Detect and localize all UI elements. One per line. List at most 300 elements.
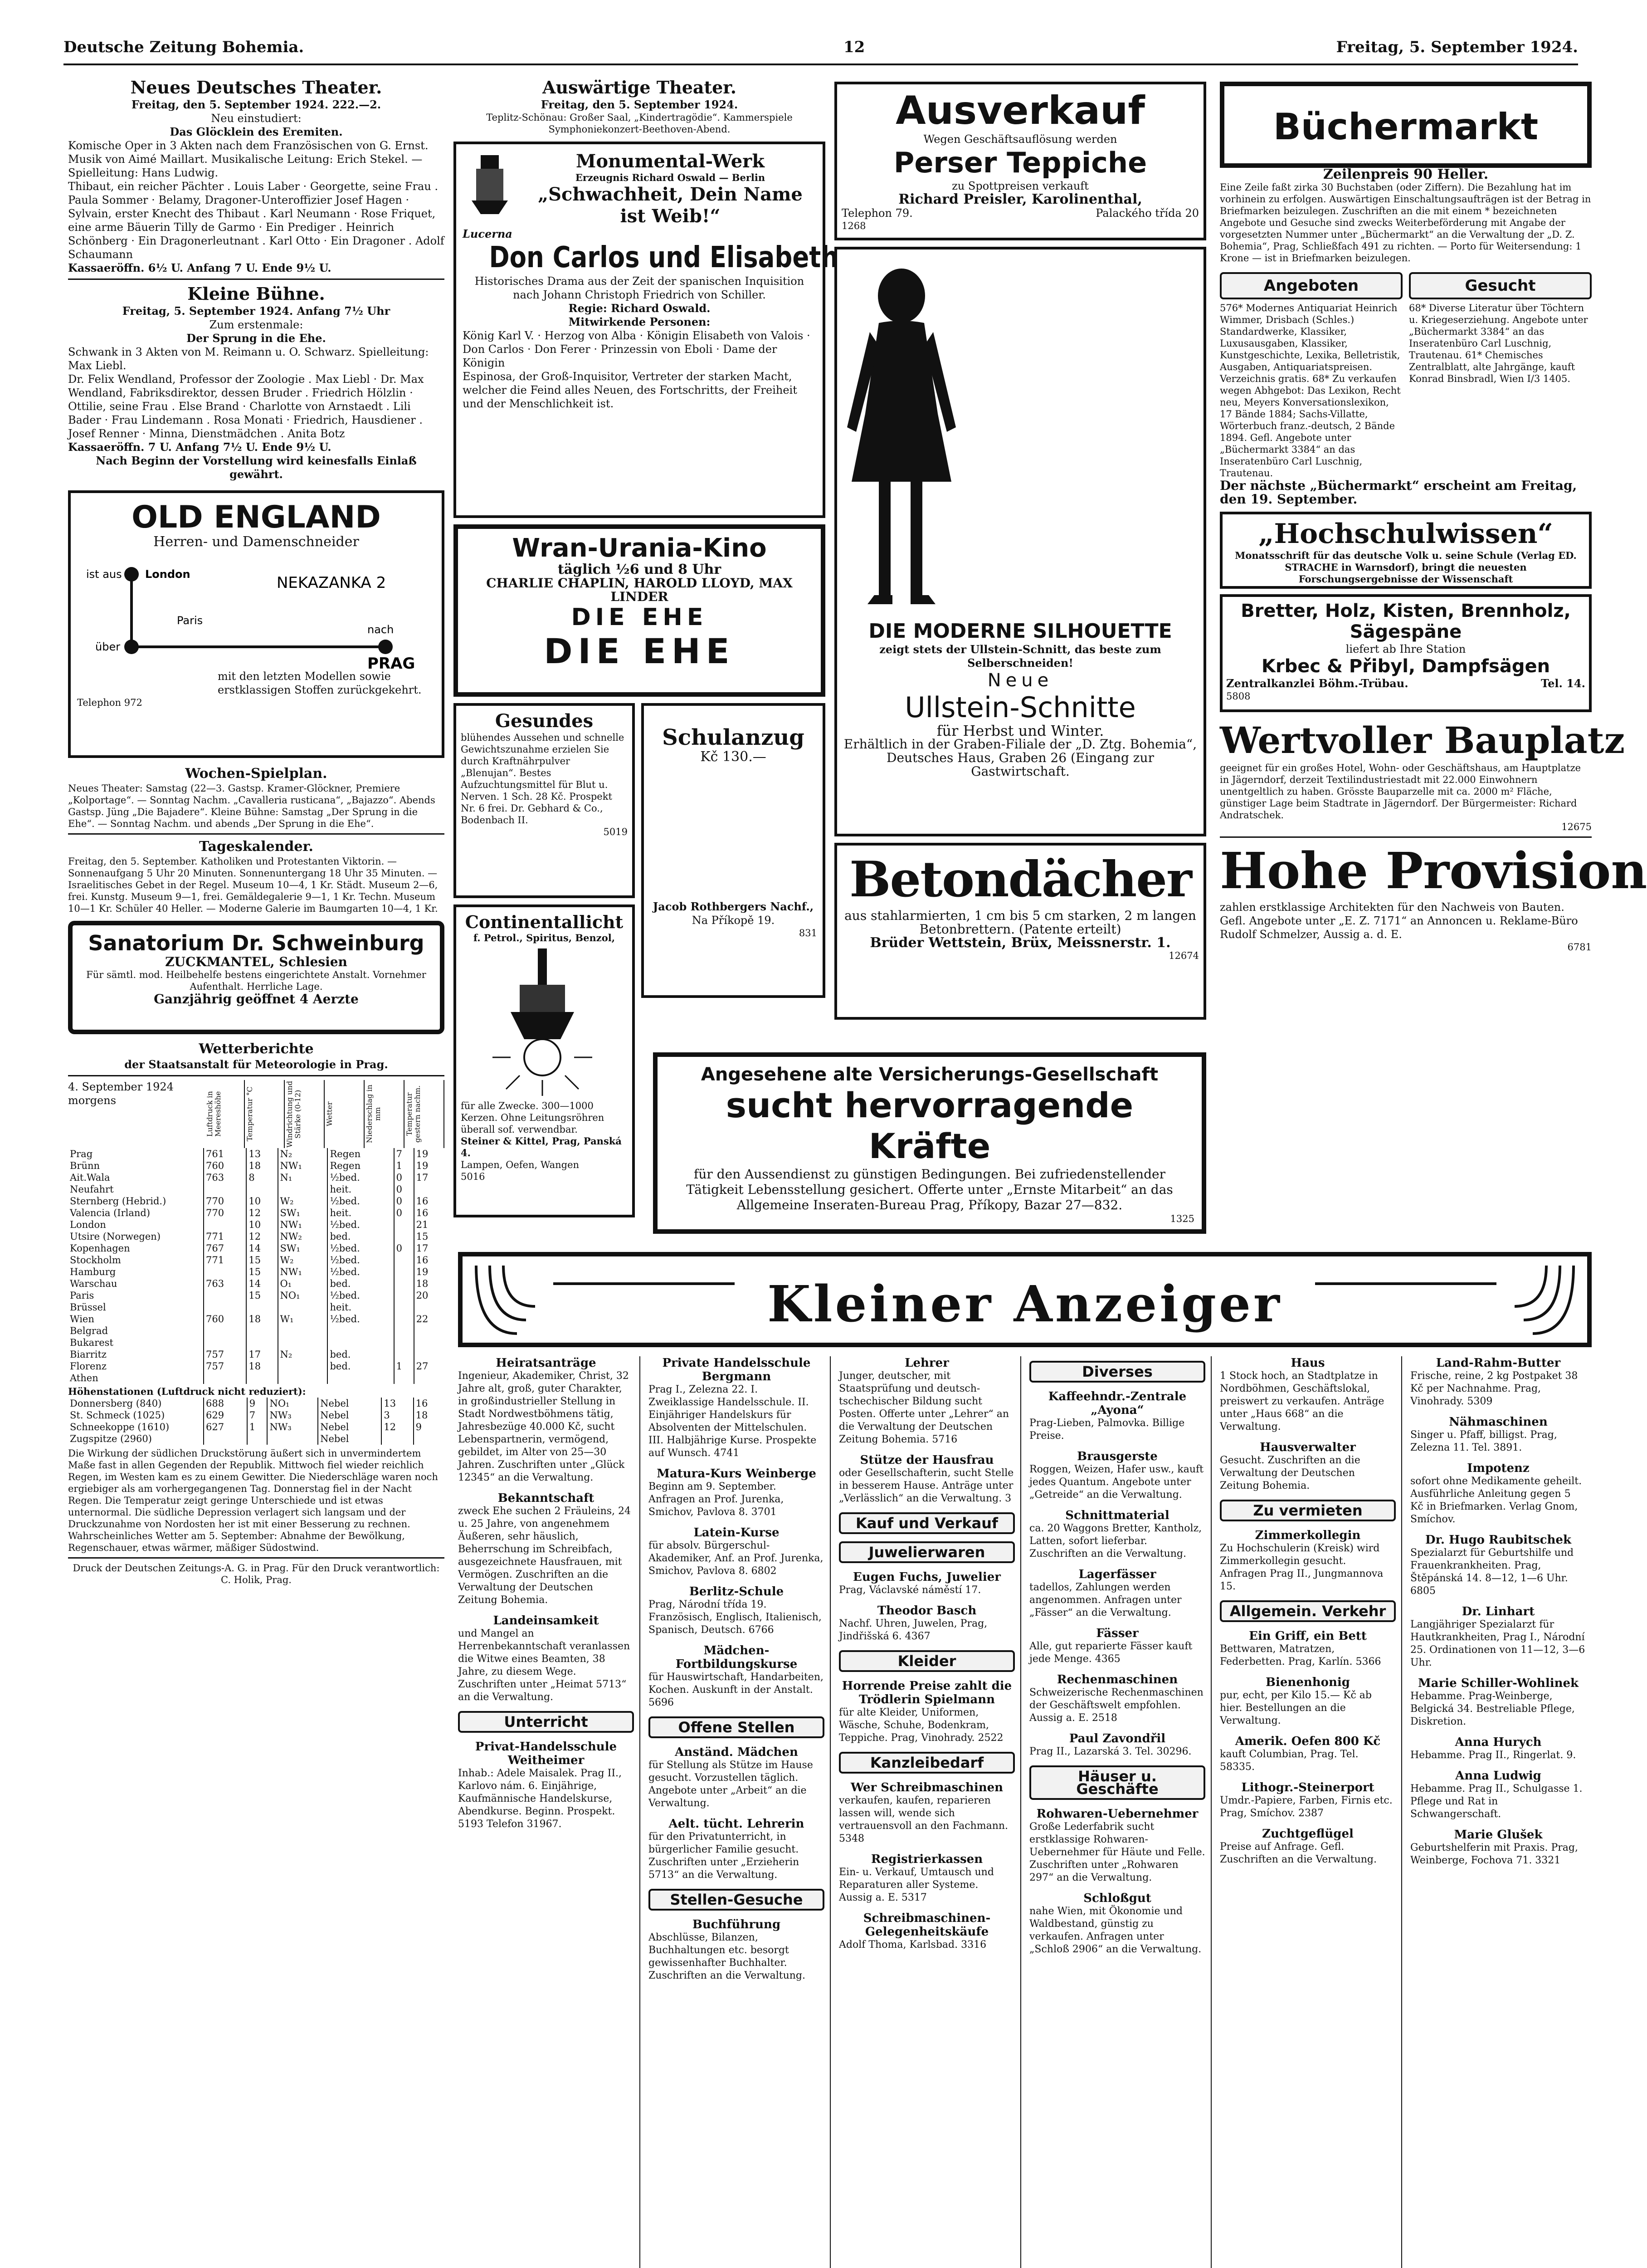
weather-station: Brüssel — [68, 1301, 204, 1313]
ausverkauf-title: Ausverkauf — [896, 88, 1145, 133]
monumental-werk-cast-2: Espinosa, der Groß-Inquisitor, Vertreter der starken Macht, welcher die Feind alles Neuen, des Fortschritts, der Freiheit und der Menschlichkeit ist. — [463, 370, 797, 410]
classified-ad — [839, 1752, 1015, 1774]
weather-value — [246, 1325, 278, 1337]
classified-heading: Marie Schiller-Wohlinek — [1418, 1677, 1579, 1690]
classified-ad — [1220, 1735, 1396, 1774]
weather-value: NO₁ — [267, 1398, 318, 1409]
sanatorium-place: ZUCKMANTEL, Schlesien — [165, 954, 347, 969]
weather-row — [68, 1266, 444, 1278]
classified-ad — [1029, 1568, 1205, 1619]
weather-value: 17 — [416, 1243, 429, 1254]
wochen-spielplan-text: Neues Theater: Samstag (22—3. Gastsp. Kramer-Glöckner, Premiere „Kolportage“. — Sonntag Nachm. „Cavalleria rusticana“, „Bajazzo“. Abends Gastsp. Jüng „Die Bajadere“. Kleine Bühne: Samstag „Der Sprung in die Ehe“. — Sonntag Nachm. und abends „Der Sprung in die Ehe“. — [68, 783, 435, 829]
old-england-ad — [68, 490, 444, 758]
weather-value: Nebel — [318, 1433, 381, 1445]
weather-station: Utsire (Norwegen) — [68, 1231, 204, 1242]
theater-times: Kassaeröffn. 6½ U. Anfang 7 U. Ende 9½ U. — [68, 261, 331, 274]
weather-table — [68, 1148, 444, 1384]
classified-ad — [1220, 1356, 1396, 1433]
classified-ad — [1410, 1828, 1586, 1867]
weather-value: NW₃ — [267, 1409, 318, 1421]
kleiner-anzeiger-title: Kleiner Anzeiger — [767, 1275, 1282, 1333]
classified-ad — [648, 1526, 824, 1578]
weather-value: Nebel — [318, 1409, 381, 1421]
classified-heading: Allgemein. Verkehr — [1220, 1600, 1396, 1622]
classified-ad — [839, 1781, 1015, 1845]
weather-title: Wetterberichte — [199, 1041, 314, 1057]
classified-text: kauft Columbian, Prag. Tel. 58335. — [1220, 1749, 1359, 1773]
hohe-provision-title: Hohe Provision — [1220, 841, 1647, 900]
weather-value: N₁ — [278, 1172, 328, 1183]
weather-value — [414, 1372, 444, 1384]
classified-heading: Paul Zavondřil — [1069, 1732, 1166, 1745]
weather-value — [204, 1325, 246, 1337]
sanatorium-footer: Ganzjährig geöffnet 4 Aerzte — [154, 992, 359, 1007]
silhouette-figure-icon — [843, 264, 960, 609]
gas-lamp-icon — [461, 944, 624, 1098]
weather-value: 771 — [204, 1254, 246, 1266]
weather-value: 13 — [246, 1148, 278, 1160]
versicherung-text: für den Aussendienst zu günstigen Bedingungen. Bei zufriedenstellender Tätigkeit Lebensstellung gesichert. Offerte unter „Ernste Mitarbeit“ an das Allgemeine Inseraten-Bureau Prag, Příkopy, Bazar 27—832. — [686, 1167, 1173, 1212]
ullstein-availability: Erhältlich in der Graben-Filiale der „D. Ztg. Bohemia“, Deutsches Haus, Graben 26 (Eingang zur Gastwirtschaft. — [843, 737, 1197, 779]
weather-station: Ait.Wala — [68, 1172, 204, 1183]
continentallicht-firm: Steiner & Kittel, Prag, Panská 4. — [461, 1135, 622, 1158]
weather-value: bed. — [327, 1278, 394, 1290]
weather-value: 688 — [204, 1398, 247, 1409]
weather-value — [204, 1433, 247, 1445]
classified-text: Roggen, Weizen, Hafer usw., kauft jedes Quantum. Angebote unter „Getreide“ an die Verwaltung. — [1029, 1464, 1204, 1501]
weather-value: 17 — [416, 1172, 429, 1183]
sanatorium-ad — [68, 921, 444, 1034]
weather-value — [278, 1325, 328, 1337]
classified-ad — [839, 1604, 1015, 1643]
kino-cast: CHARLIE CHAPLIN, HAROLD LLOYD, MAX LINDER — [486, 576, 793, 604]
weather-value — [204, 1337, 246, 1349]
krbec-subtitle: liefert ab Ihre Station — [1345, 643, 1466, 655]
weather-value: ½bed. — [327, 1242, 394, 1254]
classified-text: Hebamme. Prag-Weinberge, Belgická 34. Bestreliable Pflege, Diskretion. — [1410, 1691, 1575, 1727]
weather-value: 7 — [247, 1409, 268, 1421]
classified-heading: Bienenhonig — [1266, 1676, 1350, 1689]
weather-row — [68, 1148, 444, 1160]
classified-text: Prag-Lieben, Palmovka. Billige Preise. — [1029, 1418, 1185, 1442]
weather-value: 12 — [381, 1421, 413, 1433]
weather-value: 757 — [204, 1349, 246, 1360]
krbec-ad — [1220, 594, 1592, 712]
classified-heading: Rechenmaschinen — [1057, 1673, 1178, 1686]
weather-value: ½bed. — [327, 1266, 394, 1278]
weather-value — [394, 1337, 414, 1349]
weather-value — [414, 1183, 444, 1195]
weather-value: 22 — [416, 1314, 429, 1325]
weather-value: NW₁ — [278, 1266, 328, 1278]
weather-value: ½bed. — [327, 1290, 394, 1301]
hochschulwissen-title: „Hochschulwissen“ — [1258, 518, 1554, 550]
weather-value: N₂ — [278, 1349, 328, 1360]
classified-heading: Latein-Kurse — [693, 1526, 780, 1540]
classified-heading: Theodor Basch — [877, 1604, 977, 1618]
classified-ad — [1220, 1676, 1396, 1727]
gesundes-number: 5019 — [603, 826, 628, 837]
versicherung-ad — [653, 1052, 1206, 1234]
kino-title: Wran-Urania-Kino — [512, 533, 767, 563]
buechermarkt-title: Büchermarkt — [1273, 106, 1539, 148]
weather-value — [394, 1219, 414, 1231]
classified-text: Große Lederfabrik sucht erstklassige Rohwaren-Uebernehmer für Häute und Felle. Zuschriften unter „Rohwaren 297“ an die Verwaltung. — [1029, 1821, 1205, 1883]
old-england-telephone: Telephon 972 — [77, 697, 142, 708]
classified-ad — [458, 1491, 634, 1607]
classified-text: Prag, Václavské náměstí 17. — [839, 1584, 981, 1596]
weather-row — [68, 1254, 444, 1266]
betondaecher-number: 12674 — [1169, 950, 1199, 961]
classified-heading: Unterricht — [458, 1711, 634, 1733]
classified-text: tadellos, Zahlungen werden angenommen. Anfragen unter „Fässer“ an die Verwaltung. — [1029, 1582, 1182, 1618]
weather-column-header: Temperatur °C — [246, 1080, 285, 1148]
weather-value: SW₁ — [278, 1207, 328, 1219]
ausverkauf-subtitle: Wegen Geschäftsauflösung werden — [923, 133, 1117, 146]
classified-ad — [648, 1356, 824, 1460]
classified-text: Junger, deutscher, mit Staatsprüfung und deutsch-tschechischer Bildung sucht Posten. Offerte unter „Lehrer“ an die Verwaltung der Deutschen Zeitung Bohemia. 5716 — [839, 1370, 1009, 1445]
weather-value: 16 — [416, 1196, 429, 1207]
weather-value: NW₁ — [278, 1219, 328, 1231]
classified-text: Hebamme. Prag II., Schulgasse 1. Pflege und Rat in Schwangerschaft. — [1410, 1783, 1583, 1820]
krbec-telephone: Tel. 14. — [1541, 677, 1585, 690]
schulanzug-ad — [641, 703, 825, 998]
header-masthead: Deutsche Zeitung Bohemia. — [63, 38, 304, 56]
classified-ad — [839, 1679, 1015, 1745]
kino-film-1: DIE EHE — [571, 604, 708, 631]
weather-station: Wien — [68, 1313, 204, 1325]
classified-text: Frische, reine, 2 kg Postpaket 38 Kč per Nachnahme. Prag, Vinohrady. 5309 — [1410, 1370, 1578, 1407]
classified-heading: Kauf und Verkauf — [839, 1512, 1015, 1534]
buechermarkt-next: Der nächste „Büchermarkt“ erscheint am Freitag, den 19. September. — [1220, 478, 1577, 507]
tageskalender-title: Tageskalender. — [199, 839, 313, 855]
weather-value: 761 — [204, 1148, 246, 1160]
classified-text: Alle, gut reparierte Fässer kauft jede Menge. 4365 — [1029, 1641, 1193, 1665]
classified-text: ca. 20 Waggons Bretter, Kantholz, Latten, sofort lieferbar. Zuschriften an die Verwaltung. — [1029, 1523, 1202, 1559]
classified-column — [648, 1356, 831, 2268]
monumental-werk-regie: Regie: Richard Oswald. — [568, 302, 711, 315]
gesucht-heading: Gesucht — [1409, 272, 1592, 299]
sanatorium-description: Für sämtl. mod. Heilbehelfe bestens eingerichtete Anstalt. Vornehmer Aufenthalt. Herrliche Lage. — [86, 969, 426, 992]
theater-title: Neues Deutsches Theater. — [130, 77, 382, 98]
bauplatz-text: geeignet für ein großes Hotel, Wohn- oder Geschäftshaus, am Hauptplatze in Jägerndorf, derzeit Textilindustriestadt mit 22.000 Einwohnern unentgeltlich zu haben. Grösste Bauparzelle mit ca. 2000 m² Fläche, günstiger Lage beim Stadtrate in Jägerndorf. Der Bürgermeister: Richard Andratschek. — [1220, 763, 1581, 821]
ausverkauf-firm: Richard Preisler, Karolinenthal, — [898, 191, 1142, 207]
krbec-title: Bretter, Holz, Kisten, Brennholz, Sägespäne — [1241, 601, 1571, 642]
classified-ad — [839, 1541, 1015, 1563]
weather-value: 1 — [247, 1421, 268, 1433]
continentallicht-number: 5016 — [461, 1171, 485, 1182]
classified-heading: Dr. Linhart — [1462, 1605, 1535, 1618]
monumental-werk-cast-heading: Mitwirkende Personen: — [568, 315, 711, 328]
weather-value: heit. — [327, 1183, 394, 1195]
classified-ad — [1410, 1533, 1586, 1598]
weather-value — [278, 1301, 328, 1313]
weather-value: 16 — [416, 1207, 429, 1218]
weather-value: 12 — [246, 1207, 278, 1219]
weather-value — [204, 1301, 246, 1313]
classified-text: nahe Wien, mit Ökonomie und Waldbestand, günstig zu verkaufen. Anfragen unter „Schloß 2906“ an die Verwaltung. — [1029, 1906, 1202, 1955]
sanatorium-title: Sanatorium Dr. Schweinburg — [88, 931, 424, 955]
weather-date: 4. September 1924 morgens — [68, 1080, 174, 1107]
classified-text: Langjähriger Spezialarzt für Hautkrankheiten, Prag I., Národní 25. Ordinationen von 11—12, 3—6 Uhr. — [1410, 1619, 1585, 1668]
weather-value — [246, 1372, 278, 1384]
weather-value: heit. — [327, 1301, 394, 1313]
theater-description: Komische Oper in 3 Akten nach dem Französischen von G. Ernst. Musik von Aimé Maillart. Musikalische Leitung: Erich Stekel. — Spielleitung: Hans Ludwig. — [68, 139, 429, 179]
classified-ad — [458, 1356, 634, 1484]
gesucht-text: 68* Diverse Literatur über Töchtern u. Kriegeserziehung. Angebote unter „Büchermarkt 3384“ an das Inseratenbüro Carl Luschnig, Trautenau. 61* Chemisches Zentralblatt, alte Jahrgänge, kauft Konrad Binsbradl, Wien I/3 1405. — [1409, 303, 1588, 384]
route-label-prag: PRAG — [367, 655, 415, 673]
weather-station: Brünn — [68, 1160, 204, 1172]
weather-station: Zugspitze (2960) — [68, 1433, 204, 1445]
weather-value: 18 — [246, 1313, 278, 1325]
weather-station: Valencia (Irland) — [68, 1207, 204, 1219]
weather-table-header — [68, 1080, 444, 1148]
gesundes-text: blühendes Aussehen und schnelle Gewichtszunahme erzielen Sie durch Kraftnährpulver „Blenujan“. Bestes Aufzuchtungsmittel für Blut u. Nerven. 1 Sch. 28 Kč. Prospekt Nr. 6 frei. Dr. Gebhard & Co., Bodenbach II. — [461, 732, 624, 826]
weather-value — [246, 1301, 278, 1313]
weather-row — [68, 1301, 444, 1313]
classified-text: Adolf Thoma, Karlsbad. 3316 — [839, 1939, 987, 1950]
weather-value — [414, 1433, 444, 1445]
weather-value: 1 — [394, 1160, 414, 1172]
weather-value: 757 — [204, 1360, 246, 1372]
weather-value: ½bed. — [327, 1313, 394, 1325]
classified-ad — [839, 1853, 1015, 1904]
weather-row — [68, 1360, 444, 1372]
weather-value — [394, 1372, 414, 1384]
classified-ad — [1029, 1509, 1205, 1560]
kleine-buehne-subtitle: Zum erstenmale: — [209, 318, 303, 331]
weather-value: 16 — [415, 1398, 428, 1409]
weather-station: Donnersberg (840) — [68, 1398, 204, 1409]
weather-value — [278, 1183, 328, 1195]
ausverkauf-main: Perser Teppiche — [893, 146, 1147, 179]
classified-heading: Nähmaschinen — [1449, 1415, 1548, 1429]
auswaertige-theater-line: Teplitz-Schönau: Großer Saal, „Kindertragödie“. Kammerspiele Symphoniekonzert-Beethoven-Abend. — [486, 112, 793, 135]
monumental-werk-title: Monumental-Werk — [576, 151, 765, 172]
weather-value — [267, 1433, 318, 1445]
classified-text: für Stellung als Stütze im Hause gesucht. Vorzustellen täglich. Angebote unter „Arbeit“ an die Verwaltung. — [648, 1760, 813, 1809]
weather-column-header: Luftdruck in Meereshöhe — [206, 1080, 245, 1148]
weather-value — [414, 1325, 444, 1337]
ausverkauf-price: zu Spottpreisen verkauft — [952, 180, 1089, 192]
weather-value — [394, 1301, 414, 1313]
classified-ad — [1029, 1627, 1205, 1666]
hohe-provision-number: 6781 — [1567, 942, 1592, 953]
weather-value: 19 — [416, 1149, 429, 1159]
route-label-nach: nach — [367, 623, 394, 636]
ausverkauf-address: Palackého třída 20 — [1096, 207, 1199, 220]
classified-ad — [839, 1356, 1015, 1446]
weather-value — [394, 1278, 414, 1290]
weather-station: Kopenhagen — [68, 1242, 204, 1254]
classified-ad — [1410, 1356, 1586, 1408]
auswaertige-theater-title: Auswärtige Theater. — [542, 77, 737, 98]
weather-value: 8 — [246, 1172, 278, 1183]
weather-value — [394, 1290, 414, 1301]
weather-value — [246, 1337, 278, 1349]
versicherung-number: 1325 — [1170, 1213, 1194, 1224]
kleiner-anzeiger-columns — [458, 1356, 1592, 2268]
old-england-title: OLD ENGLAND — [132, 499, 381, 535]
betondaecher-text: aus stahlarmierten, 1 cm bis 5 cm starken, 2 m langen Betonbrettern. (Patente erteilt) — [844, 908, 1196, 937]
hochschulwissen-text: Monatsschrift für das deutsche Volk u. seine Schule (Verlag ED. STRACHE in Warnsdorf), bringt die neuesten Forschungsergebnisse der Wissenschaft — [1235, 550, 1577, 585]
classified-heading: Juwelierwaren — [839, 1541, 1015, 1563]
kleine-buehne-play: Der Sprung in die Ehe. — [186, 332, 326, 345]
classified-heading: Aelt. tücht. Lehrerin — [668, 1817, 804, 1831]
weather-value: 760 — [204, 1313, 246, 1325]
classified-text: Ein- u. Verkauf, Umtausch und Reparaturen aller Systeme. Aussig a. E. 5317 — [839, 1867, 994, 1903]
classified-heading: Zuchtgeflügel — [1262, 1827, 1354, 1841]
weather-value — [394, 1349, 414, 1360]
weather-row — [68, 1349, 444, 1360]
weather-value: 12 — [246, 1231, 278, 1242]
route-label-ist-aus: ist aus — [86, 568, 122, 581]
weather-value — [414, 1301, 444, 1313]
classified-ad — [648, 1585, 824, 1637]
classified-ad — [648, 1745, 824, 1810]
weather-row — [68, 1421, 444, 1433]
weather-row — [68, 1290, 444, 1301]
weather-value: 19 — [416, 1266, 429, 1277]
weather-value: 0 — [394, 1172, 414, 1183]
classified-heading: Private Handelsschule Bergmann — [662, 1356, 811, 1383]
classified-ad — [839, 1512, 1015, 1534]
weather-row — [68, 1172, 444, 1183]
classified-heading: Anna Ludwig — [1455, 1769, 1541, 1783]
weather-value: 0 — [394, 1242, 414, 1254]
classified-heading: Zu vermieten — [1220, 1500, 1396, 1521]
weather-value — [381, 1433, 413, 1445]
kleine-buehne-title: Kleine Bühne. — [187, 284, 325, 304]
weather-value: 13 — [381, 1398, 413, 1409]
bauplatz-number: 12675 — [1561, 821, 1592, 832]
weather-value: 760 — [204, 1160, 246, 1172]
kino-time: täglich ½6 und 8 Uhr — [557, 562, 721, 577]
weather-station: Paris — [68, 1290, 204, 1301]
weather-value: 18 — [246, 1160, 278, 1172]
route-label-london: London — [145, 568, 190, 581]
header-page-number: 12 — [843, 38, 865, 56]
weather-value — [414, 1337, 444, 1349]
classified-heading: Fässer — [1096, 1627, 1139, 1640]
classified-heading: Diverses — [1029, 1361, 1205, 1383]
kleine-buehne-times: Kassaeröffn. 7 U. Anfang 7½ U. Ende 9½ U. — [68, 440, 331, 454]
theater-subtitle: Neu einstudiert: — [211, 112, 302, 125]
classified-text: Schweizerische Rechenmaschinen der Geschäftswelt empfohlen. Aussig a. E. 2518 — [1029, 1687, 1204, 1724]
classified-heading: Land-Rahm-Butter — [1436, 1356, 1561, 1370]
classified-heading: Brausgerste — [1077, 1450, 1158, 1463]
classified-text: Geburtshelferin mit Praxis. Prag, Weinberge, Fochova 71. 3321 — [1410, 1842, 1578, 1866]
weather-station: Stockholm — [68, 1254, 204, 1266]
classified-ad — [648, 1716, 824, 1738]
hochschulwissen-ad — [1220, 512, 1592, 589]
classified-column — [1220, 1356, 1402, 2268]
classified-heading: Ein Griff, ein Bett — [1249, 1629, 1367, 1643]
weather-row — [68, 1313, 444, 1325]
weather-value: NO₁ — [278, 1290, 328, 1301]
classified-text: Inhab.: Adele Maisalek. Prag II., Karlovo nám. 6. Einjährige, Kaufmännische Handelskurse, Abendkurse. Beginn. Prospekt. 5193 Telefon 31967. — [458, 1768, 622, 1830]
bauplatz-title: Wertvoller Bauplatz — [1220, 719, 1625, 762]
weather-value: 21 — [416, 1219, 429, 1230]
weather-value — [247, 1433, 268, 1445]
classified-text: Gesucht. Zuschriften an die Verwaltung der Deutschen Zeitung Bohemia. — [1220, 1455, 1360, 1491]
classified-heading: Anna Hurych — [1455, 1735, 1542, 1749]
weather-value: 15 — [246, 1290, 278, 1301]
weather-value — [278, 1337, 328, 1349]
classified-column — [458, 1356, 640, 2268]
angeboten-heading: Angeboten — [1220, 272, 1403, 299]
betondaecher-firm: Brüder Wettstein, Brüx, Meissnerstr. 1. — [870, 935, 1171, 951]
weather-value: 18 — [246, 1360, 278, 1372]
continentallicht-subtitle-2: Lampen, Oefen, Wangen — [461, 1159, 580, 1170]
weather-value: Nebel — [318, 1421, 381, 1433]
classified-text: Singer u. Pfaff, billigst. Prag, Zelezna 11. Tel. 3891. — [1410, 1429, 1557, 1453]
weather-row — [68, 1160, 444, 1172]
weather-value: 10 — [246, 1195, 278, 1207]
classified-heading: Berlitz-Schule — [689, 1585, 784, 1598]
weather-value: 7 — [394, 1148, 414, 1160]
weather-column-header: Windrichtung und Stärke (0-12) — [286, 1080, 325, 1148]
route-label-paris: Paris — [177, 614, 203, 627]
weather-row — [68, 1337, 444, 1349]
classified-text: für absolv. Bürgerschul-Akademiker, Anf. an Prof. Jurenka, Smichov, Pavlova 8. 6802 — [648, 1540, 824, 1577]
classified-heading: Haus — [1291, 1356, 1325, 1370]
schulanzug-price: Kč 130.— — [700, 749, 766, 765]
old-england-subtitle: Herren- und Damenschneider — [153, 534, 359, 550]
versicherung-main: sucht hervorragende Kräfte — [726, 1085, 1134, 1166]
imprint: Druck der Deutschen Zeitungs-A. G. in Prag. Für den Druck verantwortlich: C. Holik, Prag. — [73, 1563, 440, 1585]
weather-value: 17 — [246, 1349, 278, 1360]
classified-heading: Horrende Preise zahlt die Trödlerin Spielmann — [842, 1679, 1012, 1706]
classified-heading: Kaffeehndr.-Zentrale „Ayona“ — [1048, 1390, 1187, 1417]
classified-heading: Kanzleibedarf — [839, 1752, 1015, 1774]
ausverkauf-telephone: Telephon 79. — [842, 207, 913, 220]
weather-station: Prag — [68, 1148, 204, 1160]
classified-heading: Wer Schreibmaschinen — [850, 1781, 1004, 1794]
krbec-place: Zentralkanzlei Böhm.-Trübau. — [1226, 677, 1408, 690]
weather-value: 14 — [246, 1242, 278, 1254]
weather-value — [204, 1372, 246, 1384]
weather-station: Schneekoppe (1610) — [68, 1421, 204, 1433]
weather-value: bed. — [327, 1360, 394, 1372]
weather-value — [278, 1372, 328, 1384]
ausverkauf-number: 1268 — [842, 220, 866, 231]
classified-ad — [1029, 1390, 1205, 1442]
weather-value: 763 — [204, 1172, 246, 1183]
continentallicht-ad — [453, 904, 635, 1217]
weather-row — [68, 1242, 444, 1254]
classified-heading: Dr. Hugo Raubitschek — [1425, 1533, 1571, 1547]
weather-station: Hamburg — [68, 1266, 204, 1278]
buechermarkt-banner — [1220, 82, 1592, 168]
monumental-werk-ad — [453, 142, 838, 518]
weather-row — [68, 1183, 444, 1195]
weather-station: Biarritz — [68, 1349, 204, 1360]
weather-value: 629 — [204, 1409, 247, 1421]
gesundes-title: Gesundes — [495, 710, 594, 732]
buechermarkt-price: Zeilenpreis 90 Heller. — [1323, 166, 1489, 182]
classified-heading: Impotenz — [1467, 1461, 1530, 1475]
classified-ad — [839, 1911, 1015, 1951]
ullstein-neue: Neue — [987, 670, 1053, 691]
weather-value: bed. — [327, 1349, 394, 1360]
classified-ad — [1410, 1415, 1586, 1454]
classified-heading: Stellen-Gesuche — [648, 1889, 824, 1911]
classified-ad — [458, 1711, 634, 1733]
weather-row — [68, 1325, 444, 1337]
weather-value: 15 — [246, 1266, 278, 1278]
weather-row — [68, 1219, 444, 1231]
